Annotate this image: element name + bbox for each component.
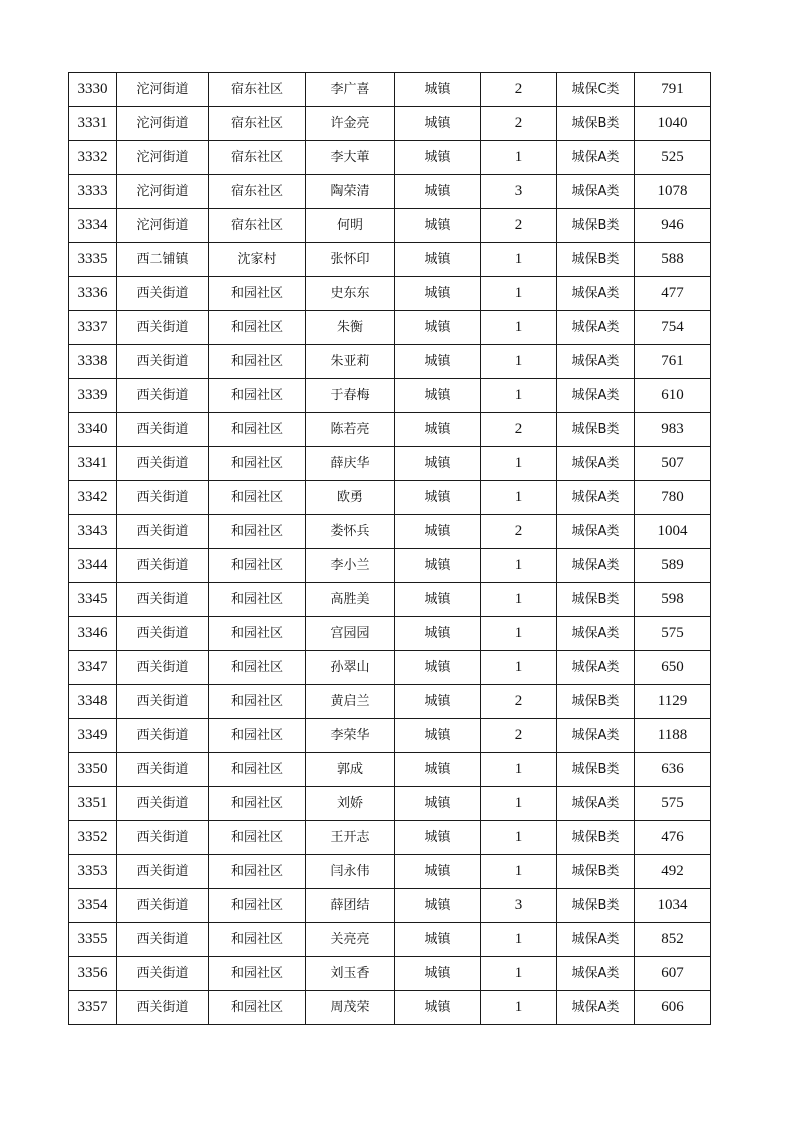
community-cell: 和园社区 [209,889,306,923]
community-cell: 和园社区 [209,345,306,379]
community-cell: 和园社区 [209,753,306,787]
area-type-cell: 城镇 [395,107,481,141]
street-cell: 沱河街道 [117,107,209,141]
category-cell: 城保A类 [557,515,635,549]
table-row [69,923,711,957]
community-cell: 和园社区 [209,311,306,345]
category-cell: 城保B类 [557,889,635,923]
name-cell: 薛团结 [306,889,395,923]
amount-cell: 780 [635,481,711,515]
household-count-cell: 1 [481,447,557,481]
name-cell: 史东东 [306,277,395,311]
community-cell: 宿东社区 [209,141,306,175]
table-row [69,175,711,209]
community-cell: 和园社区 [209,991,306,1025]
street-cell: 西关街道 [117,753,209,787]
amount-cell: 575 [635,617,711,651]
community-cell: 和园社区 [209,413,306,447]
community-cell: 和园社区 [209,481,306,515]
name-cell: 朱亚莉 [306,345,395,379]
community-cell: 宿东社区 [209,107,306,141]
household-count-cell: 1 [481,991,557,1025]
serial-number-cell: 3349 [69,719,117,753]
name-cell: 陶荣清 [306,175,395,209]
household-count-cell: 2 [481,107,557,141]
community-cell: 和园社区 [209,719,306,753]
category-cell: 城保A类 [557,991,635,1025]
name-cell: 张怀印 [306,243,395,277]
serial-number-cell: 3340 [69,413,117,447]
area-type-cell: 城镇 [395,311,481,345]
serial-number-cell: 3347 [69,651,117,685]
street-cell: 沱河街道 [117,73,209,107]
serial-number-cell: 3337 [69,311,117,345]
household-count-cell: 1 [481,923,557,957]
community-cell: 和园社区 [209,787,306,821]
area-type-cell: 城镇 [395,583,481,617]
serial-number-cell: 3346 [69,617,117,651]
street-cell: 沱河街道 [117,175,209,209]
table-row [69,413,711,447]
household-count-cell: 1 [481,957,557,991]
category-cell: 城保A类 [557,549,635,583]
household-count-cell: 1 [481,787,557,821]
amount-cell: 507 [635,447,711,481]
area-type-cell: 城镇 [395,175,481,209]
community-cell: 和园社区 [209,379,306,413]
amount-cell: 598 [635,583,711,617]
name-cell: 刘玉香 [306,957,395,991]
amount-cell: 761 [635,345,711,379]
table-row [69,991,711,1025]
household-count-cell: 1 [481,481,557,515]
area-type-cell: 城镇 [395,141,481,175]
serial-number-cell: 3332 [69,141,117,175]
serial-number-cell: 3339 [69,379,117,413]
area-type-cell: 城镇 [395,277,481,311]
serial-number-cell: 3354 [69,889,117,923]
serial-number-cell: 3334 [69,209,117,243]
category-cell: 城保A类 [557,277,635,311]
name-cell: 郭成 [306,753,395,787]
amount-cell: 1129 [635,685,711,719]
category-cell: 城保B类 [557,685,635,719]
area-type-cell: 城镇 [395,957,481,991]
household-count-cell: 1 [481,617,557,651]
amount-cell: 607 [635,957,711,991]
category-cell: 城保B类 [557,107,635,141]
street-cell: 西关街道 [117,889,209,923]
community-cell: 和园社区 [209,515,306,549]
amount-cell: 588 [635,243,711,277]
household-count-cell: 3 [481,889,557,923]
serial-number-cell: 3352 [69,821,117,855]
area-type-cell: 城镇 [395,685,481,719]
area-type-cell: 城镇 [395,379,481,413]
amount-cell: 946 [635,209,711,243]
community-cell: 和园社区 [209,685,306,719]
serial-number-cell: 3357 [69,991,117,1025]
street-cell: 西关街道 [117,583,209,617]
category-cell: 城保A类 [557,447,635,481]
amount-cell: 852 [635,923,711,957]
table-row [69,379,711,413]
name-cell: 周茂荣 [306,991,395,1025]
name-cell: 刘娇 [306,787,395,821]
table-row [69,311,711,345]
community-cell: 沈家村 [209,243,306,277]
street-cell: 西关街道 [117,481,209,515]
table-row [69,549,711,583]
community-cell: 和园社区 [209,855,306,889]
table-row [69,141,711,175]
household-count-cell: 1 [481,583,557,617]
street-cell: 西关街道 [117,345,209,379]
street-cell: 西关街道 [117,515,209,549]
amount-cell: 606 [635,991,711,1025]
amount-cell: 650 [635,651,711,685]
serial-number-cell: 3343 [69,515,117,549]
serial-number-cell: 3351 [69,787,117,821]
name-cell: 许金亮 [306,107,395,141]
category-cell: 城保A类 [557,719,635,753]
serial-number-cell: 3348 [69,685,117,719]
area-type-cell: 城镇 [395,651,481,685]
household-count-cell: 1 [481,753,557,787]
household-count-cell: 2 [481,209,557,243]
serial-number-cell: 3356 [69,957,117,991]
household-count-cell: 2 [481,73,557,107]
table-row [69,855,711,889]
area-type-cell: 城镇 [395,209,481,243]
household-count-cell: 1 [481,855,557,889]
amount-cell: 476 [635,821,711,855]
area-type-cell: 城镇 [395,617,481,651]
street-cell: 西关街道 [117,719,209,753]
area-type-cell: 城镇 [395,345,481,379]
name-cell: 于春梅 [306,379,395,413]
name-cell: 陈若亮 [306,413,395,447]
category-cell: 城保A类 [557,311,635,345]
name-cell: 王开志 [306,821,395,855]
name-cell: 孙翠山 [306,651,395,685]
street-cell: 西关街道 [117,277,209,311]
name-cell: 关亮亮 [306,923,395,957]
name-cell: 朱衡 [306,311,395,345]
name-cell: 黄启兰 [306,685,395,719]
amount-cell: 791 [635,73,711,107]
area-type-cell: 城镇 [395,515,481,549]
serial-number-cell: 3338 [69,345,117,379]
street-cell: 西关街道 [117,651,209,685]
serial-number-cell: 3331 [69,107,117,141]
table-row [69,583,711,617]
table-row [69,685,711,719]
table-row [69,277,711,311]
category-cell: 城保A类 [557,617,635,651]
name-cell: 何明 [306,209,395,243]
category-cell: 城保A类 [557,787,635,821]
category-cell: 城保B类 [557,753,635,787]
amount-cell: 983 [635,413,711,447]
community-cell: 宿东社区 [209,73,306,107]
category-cell: 城保A类 [557,651,635,685]
amount-cell: 1040 [635,107,711,141]
category-cell: 城保B类 [557,583,635,617]
amount-cell: 1188 [635,719,711,753]
table-row [69,447,711,481]
area-type-cell: 城镇 [395,991,481,1025]
records-table [68,72,711,1025]
street-cell: 西关街道 [117,991,209,1025]
street-cell: 西关街道 [117,311,209,345]
area-type-cell: 城镇 [395,855,481,889]
household-count-cell: 1 [481,277,557,311]
household-count-cell: 1 [481,549,557,583]
amount-cell: 754 [635,311,711,345]
community-cell: 和园社区 [209,447,306,481]
community-cell: 和园社区 [209,821,306,855]
amount-cell: 610 [635,379,711,413]
table-row [69,243,711,277]
name-cell: 高胜美 [306,583,395,617]
household-count-cell: 2 [481,719,557,753]
table-row [69,821,711,855]
category-cell: 城保A类 [557,345,635,379]
area-type-cell: 城镇 [395,923,481,957]
street-cell: 西关街道 [117,957,209,991]
name-cell: 欧勇 [306,481,395,515]
community-cell: 宿东社区 [209,175,306,209]
name-cell: 闫永伟 [306,855,395,889]
street-cell: 西关街道 [117,447,209,481]
category-cell: 城保A类 [557,379,635,413]
area-type-cell: 城镇 [395,549,481,583]
household-count-cell: 3 [481,175,557,209]
street-cell: 西关街道 [117,787,209,821]
community-cell: 和园社区 [209,583,306,617]
table-row [69,515,711,549]
category-cell: 城保C类 [557,73,635,107]
street-cell: 沱河街道 [117,141,209,175]
serial-number-cell: 3336 [69,277,117,311]
household-count-cell: 1 [481,821,557,855]
street-cell: 西关街道 [117,379,209,413]
street-cell: 西关街道 [117,617,209,651]
area-type-cell: 城镇 [395,73,481,107]
name-cell: 娄怀兵 [306,515,395,549]
name-cell: 李小兰 [306,549,395,583]
serial-number-cell: 3344 [69,549,117,583]
community-cell: 和园社区 [209,277,306,311]
category-cell: 城保B类 [557,209,635,243]
serial-number-cell: 3341 [69,447,117,481]
table-row [69,957,711,991]
table-row [69,753,711,787]
category-cell: 城保B类 [557,855,635,889]
street-cell: 西关街道 [117,855,209,889]
household-count-cell: 1 [481,345,557,379]
serial-number-cell: 3355 [69,923,117,957]
community-cell: 和园社区 [209,923,306,957]
table-row [69,345,711,379]
category-cell: 城保A类 [557,141,635,175]
community-cell: 和园社区 [209,549,306,583]
serial-number-cell: 3342 [69,481,117,515]
category-cell: 城保B类 [557,413,635,447]
table-row [69,209,711,243]
community-cell: 和园社区 [209,617,306,651]
table-body [69,73,711,1025]
serial-number-cell: 3353 [69,855,117,889]
name-cell: 李广喜 [306,73,395,107]
category-cell: 城保A类 [557,957,635,991]
area-type-cell: 城镇 [395,243,481,277]
amount-cell: 525 [635,141,711,175]
amount-cell: 492 [635,855,711,889]
area-type-cell: 城镇 [395,719,481,753]
amount-cell: 1034 [635,889,711,923]
household-count-cell: 2 [481,413,557,447]
street-cell: 沱河街道 [117,209,209,243]
category-cell: 城保A类 [557,175,635,209]
serial-number-cell: 3335 [69,243,117,277]
household-count-cell: 1 [481,311,557,345]
name-cell: 李大莗 [306,141,395,175]
street-cell: 西关街道 [117,821,209,855]
area-type-cell: 城镇 [395,889,481,923]
table-row [69,719,711,753]
table-row [69,889,711,923]
community-cell: 宿东社区 [209,209,306,243]
amount-cell: 1004 [635,515,711,549]
name-cell: 薛庆华 [306,447,395,481]
serial-number-cell: 3345 [69,583,117,617]
category-cell: 城保A类 [557,481,635,515]
amount-cell: 589 [635,549,711,583]
area-type-cell: 城镇 [395,753,481,787]
household-count-cell: 1 [481,379,557,413]
amount-cell: 636 [635,753,711,787]
household-count-cell: 1 [481,651,557,685]
area-type-cell: 城镇 [395,821,481,855]
amount-cell: 477 [635,277,711,311]
street-cell: 西关街道 [117,549,209,583]
name-cell: 宫园园 [306,617,395,651]
table-row [69,651,711,685]
category-cell: 城保A类 [557,923,635,957]
amount-cell: 1078 [635,175,711,209]
street-cell: 西关街道 [117,923,209,957]
table-row [69,617,711,651]
table-row [69,787,711,821]
street-cell: 西关街道 [117,685,209,719]
household-count-cell: 1 [481,141,557,175]
amount-cell: 575 [635,787,711,821]
household-count-cell: 2 [481,685,557,719]
category-cell: 城保B类 [557,243,635,277]
serial-number-cell: 3350 [69,753,117,787]
table-row [69,107,711,141]
community-cell: 和园社区 [209,651,306,685]
area-type-cell: 城镇 [395,787,481,821]
area-type-cell: 城镇 [395,447,481,481]
street-cell: 西二铺镇 [117,243,209,277]
serial-number-cell: 3330 [69,73,117,107]
table-row [69,481,711,515]
area-type-cell: 城镇 [395,413,481,447]
household-count-cell: 2 [481,515,557,549]
serial-number-cell: 3333 [69,175,117,209]
community-cell: 和园社区 [209,957,306,991]
household-count-cell: 1 [481,243,557,277]
area-type-cell: 城镇 [395,481,481,515]
table-row [69,73,711,107]
name-cell: 李荣华 [306,719,395,753]
category-cell: 城保B类 [557,821,635,855]
street-cell: 西关街道 [117,413,209,447]
